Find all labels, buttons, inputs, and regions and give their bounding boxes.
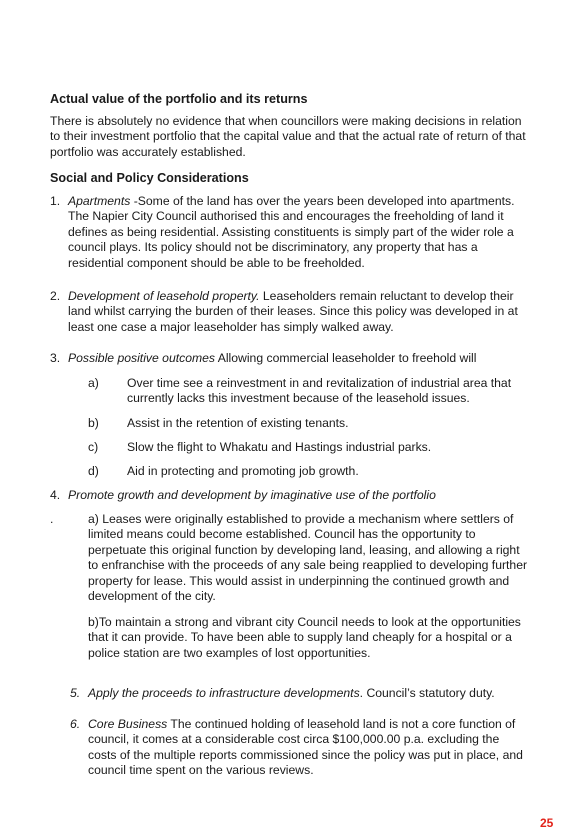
list-number: 4.: [50, 488, 61, 502]
list-item-body: -Some of the land has over the years been developed into apartments. The Napier City Council authorised this and encourages the freeholding of land it defines as being residential. Assisting constituents is simply part of the wider role a council plays. Its policy should not be discriminatory, any property that has a residential component should be able to be freeholded.: [68, 194, 515, 270]
list-item-body: The continued holding of leasehold land is not a core function of council, it comes at a considerable cost circa $100,000.00 p.a. excluding the costs of the multiple reports commissioned since the policy was put in place, and council time spent on the various reviews.: [88, 717, 523, 778]
sub-item-text: Aid in protecting and promoting job growth.: [127, 464, 359, 478]
list-item-body: . Council’s statutory duty.: [359, 686, 495, 700]
list-item-title: Core Business: [88, 717, 168, 731]
list-number: 2.: [50, 289, 61, 303]
section-heading-portfolio-value: Actual value of the portfolio and its returns: [50, 92, 308, 106]
list-item-text: [88, 717, 528, 779]
sub-paragraph-b: b)To maintain a strong and vibrant city Council needs to look at the opportunities that it can provide. To have been able to supply land cheaply for a hospital or a police station are two examples of lost opportunities.: [88, 615, 521, 660]
list-number: 1.: [50, 194, 61, 208]
sub-item-text: Assist in the retention of existing tenants.: [127, 416, 349, 430]
sub-item-label: a): [88, 376, 99, 390]
sub-item-label: b): [88, 416, 99, 430]
list-item-text: [68, 194, 523, 271]
list-item-title: Apply the proceeds to infrastructure developments: [88, 686, 360, 700]
list-item-body: Allowing commercial leaseholder to freehold will: [215, 351, 477, 365]
list-item-text: [88, 686, 528, 701]
list-item-title: Possible positive outcomes: [68, 351, 215, 365]
list-number: 3.: [50, 351, 61, 365]
stray-dot: .: [50, 512, 54, 526]
list-number: 5.: [70, 686, 81, 700]
sub-item-label: d): [88, 464, 99, 478]
sub-item-label: c): [88, 440, 99, 454]
list-item-body: Leaseholders remain reluctant to develop their land whilst carrying the burden of their leases. Since this policy was developed in at least one case a major leaseholder has simply walked away.: [68, 289, 518, 334]
sub-paragraph-a: a) Leases were originally established to provide a mechanism where settlers of limited means could become established. Council has the opportunity to perpetuate this original function by developing land, leasing, and allowing a right to enfranchise with the proceeds of any sale being reapplied to developing further property for lease. This would assist in underpinning the continued growth and development of the city.: [88, 512, 528, 604]
list-item-title: Apartments: [68, 194, 131, 208]
list-item-text: [68, 289, 523, 335]
section-heading-social-policy: Social and Policy Considerations: [50, 171, 249, 185]
list-number: 6.: [70, 717, 81, 731]
list-item-title: Promote growth and development by imaginative use of the portfolio: [68, 488, 436, 502]
sub-item-text: Slow the flight to Whakatu and Hastings industrial parks.: [127, 440, 432, 454]
sub-item-text: Over time see a reinvestment in and revitalization of industrial area that currently lacks this investment because of the leasehold issues.: [127, 376, 512, 406]
list-item-title: Development of leasehold property.: [68, 289, 260, 303]
list-item-text: [68, 351, 528, 366]
portfolio-value-paragraph: There is absolutely no evidence that when councillors were making decisions in relation to their investment portfolio that the capital value and that the actual rate of return of that portfolio was accurately established.: [50, 114, 526, 159]
page-number: 25: [540, 816, 554, 830]
